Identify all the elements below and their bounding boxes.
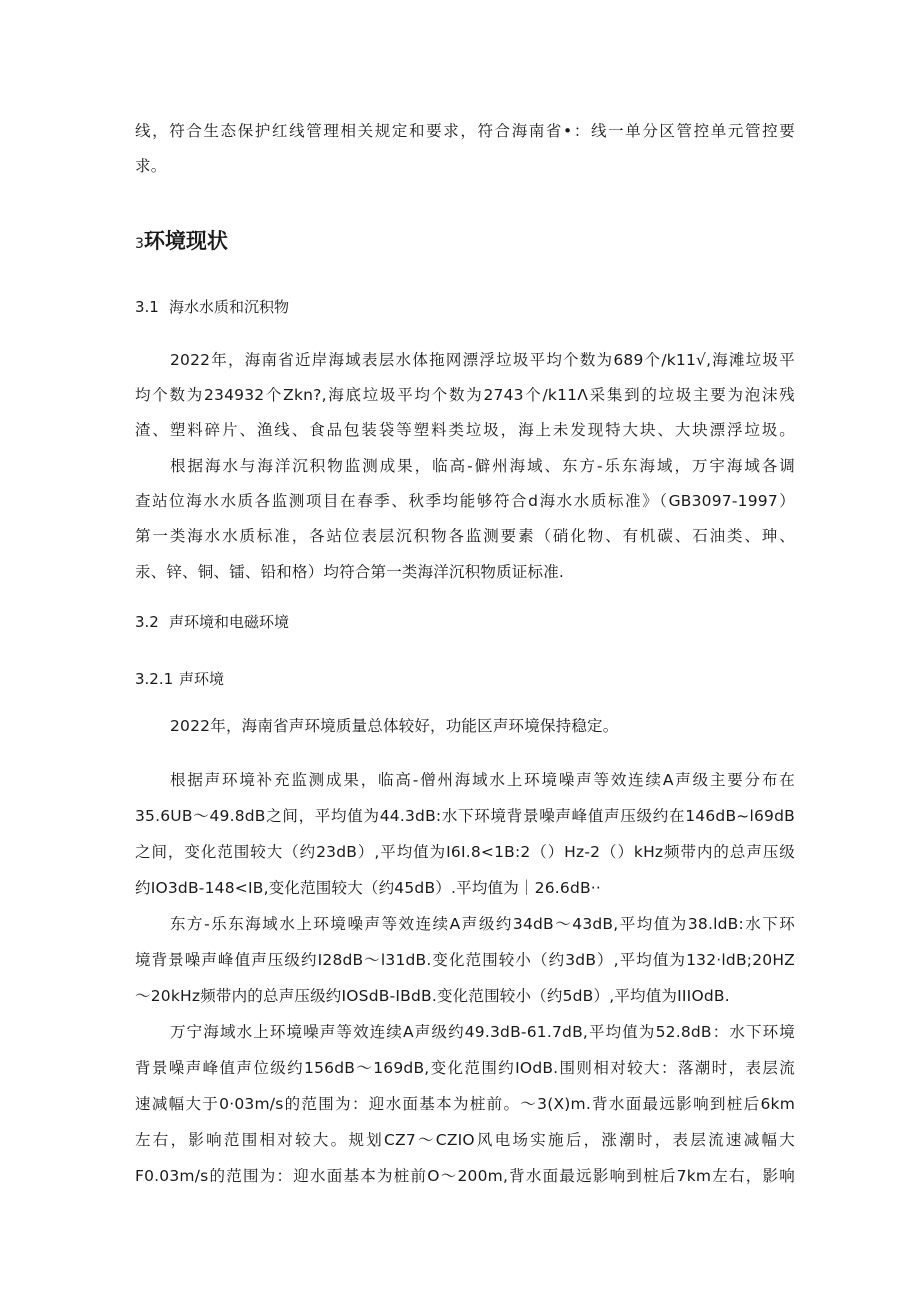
intro-line-2: 求。 — [135, 157, 167, 175]
section-3-2-heading — [135, 612, 289, 632]
section-3-1-number: 3.1 — [135, 298, 159, 316]
section-3-2-title: 声环境和电磁环境 — [169, 613, 290, 631]
s31-p1-line-3: 渣、塑料碎片、渔线、食品包装袋等塑料类垃圾，海上未发现特大块、大块漂浮垃圾。 — [135, 421, 795, 439]
s321-p4-line-3: 速减幅大于0·03m∕s的范围为：迎水面基本为桩前。～3(X)m.背水面最远影响到桩后6km — [135, 1095, 795, 1113]
section-3-2-1-heading — [135, 669, 224, 689]
s31-p2-line-1: 根据海水与海洋沉积物监测成果，临高-僻州海域、东方-乐东海域，万宇海域各调 — [170, 457, 795, 475]
s321-p3-line-3: ～20kHz频带内的总声压级约IOSdB-IBdB.变化范围较小（约5dB）,平均值为IIIOdB. — [135, 987, 730, 1005]
section-3-2-1-number: 3.2.1 — [135, 670, 174, 688]
section-3-2-1-title: 声环境 — [179, 670, 225, 688]
s321-p2-line-4: 约IO3dB-148<IB,变化范围较大（约45dB）.平均值为｜26.6dB·· — [135, 879, 602, 897]
s321-p3-line-2: 境背景噪声峰值声压级约I28dB～l31dB.变化范围较小（约3dB）,平均值为132·ldB;20HZ — [135, 951, 795, 969]
s321-p4-line-4: 左右，影响范围相对较大。规划CZ7～CZIO风电场实施后，涨潮时，表层流速减幅大 — [135, 1131, 795, 1149]
section-3-2-number: 3.2 — [135, 613, 159, 631]
section-3-1-heading — [135, 297, 289, 317]
s31-p2-line-2: 查站位海水水质各监测项目在春季、秋季均能够符合d海水水质标准》（GB3097-1997） — [135, 492, 795, 510]
s321-p3-line-1: 东方-乐东海域水上环境噪声等效连续A声级约34dB～43dB,平均值为38.ldB:水下环 — [170, 915, 795, 933]
s321-p2-line-3: 之间，变化范围较大（约23dB）,平均值为I6I.8<1B:2（）Hz-2（）kHz频带内的总声压级 — [135, 843, 795, 861]
s321-p4-line-2: 背景噪声峰值声位级约156dB～169dB,变化范围约IOdB.围则相对较大：落潮时，表层流 — [135, 1059, 795, 1077]
s321-p4-line-5: F0.03m∕s的范围为：迎水面基本为桩前O～200m,背水面最远影响到桩后7km左右，影响 — [135, 1167, 795, 1185]
s321-p2-line-1: 根据声环境补充监测成果，临高-僧州海域水上环境噪声等效连续A声级主要分布在 — [170, 771, 795, 789]
intro-line-1: 线，符合生态保护红线管理相关规定和要求，符合海南省•：线一单分区管控单元管控要 — [135, 122, 795, 140]
s31-p1-line-1: 2022年，海南省近岸海域表层水体拖网漂浮垃圾平均个数为689个/k11√,海滩垃圾平 — [170, 351, 795, 369]
section-3-number: 3 — [135, 236, 144, 252]
s321-p1-line-1: 2022年，海南省声环境质量总体较好，功能区声环境保持稳定。 — [170, 717, 619, 735]
s31-p2-line-4: 汞、锌、铜、镭、铅和格）均符合第一类海洋沉积物质证标准. — [135, 563, 565, 581]
s321-p4-line-1: 万宁海域水上环境噪声等效连续A声级约49.3dB-61.7dB,平均值为52.8dB：水下环境 — [170, 1023, 795, 1041]
s31-p2-line-3: 第一类海水水质标准，各站位表层沉积物各监测要素（硝化物、有机碳、石油类、珅、 — [135, 527, 795, 545]
section-3-title: 环境现状 — [143, 229, 228, 253]
s31-p1-line-2: 均个数为234932个Zkn?,海底垃圾平均个数为2743个/k11Λ采集到的垃圾主要为泡沫残 — [135, 386, 795, 404]
section-3-heading — [135, 227, 228, 258]
s321-p2-line-2: 35.6UB～49.8dB之间，平均值为44.3dB:水下环境背景噪声峰值声压级约在146dB~l69dB — [135, 807, 795, 825]
section-3-1-title: 海水水质和沉积物 — [169, 298, 290, 316]
